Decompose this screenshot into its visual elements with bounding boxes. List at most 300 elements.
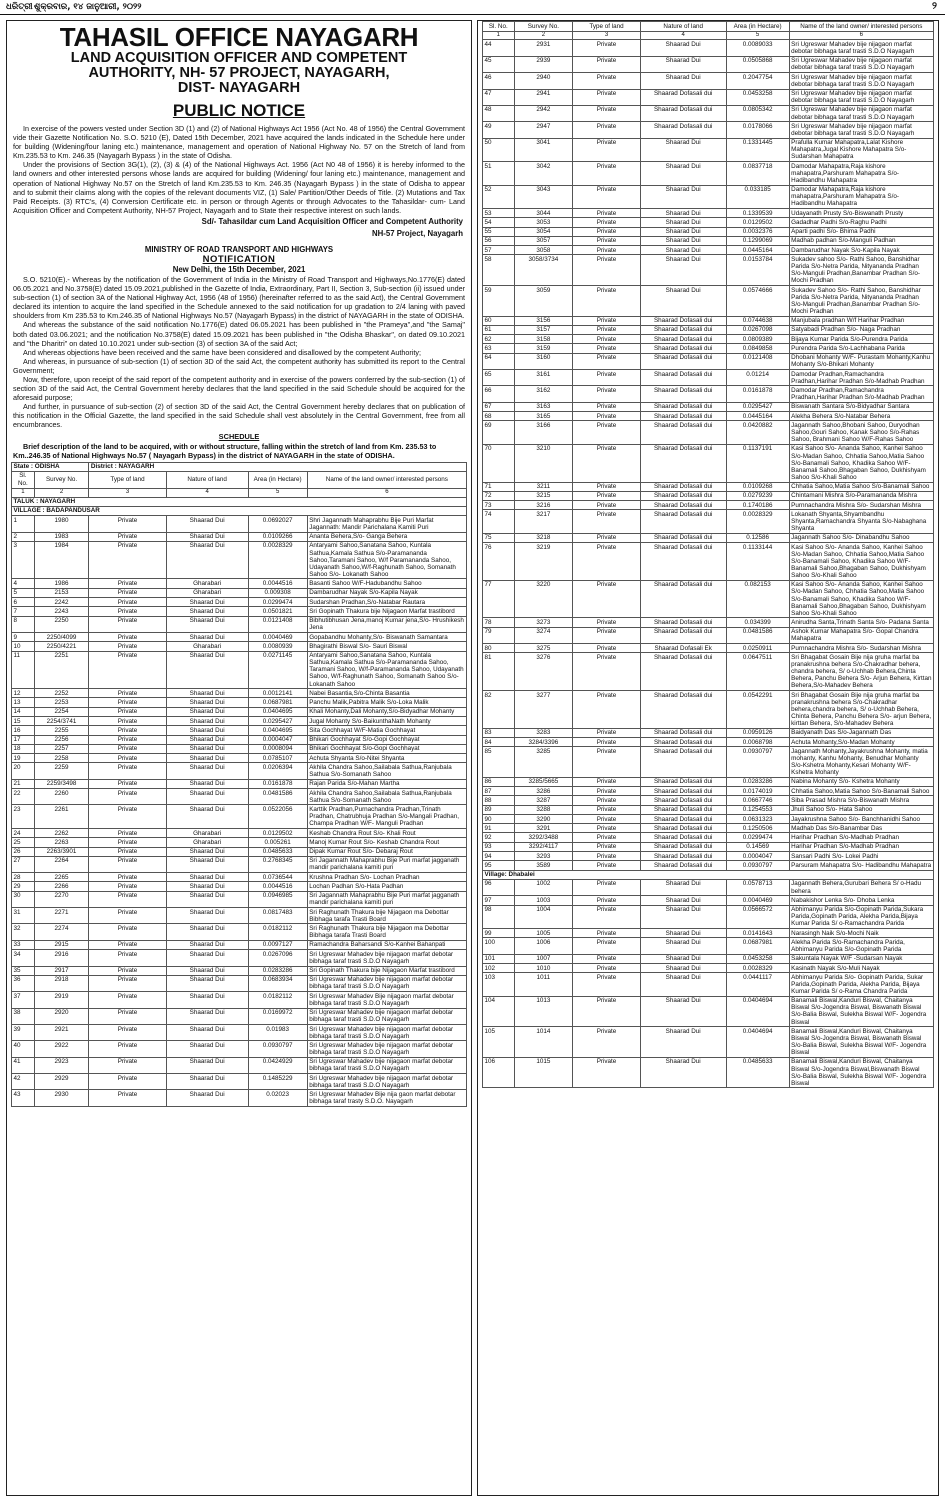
survey-no: 2250 xyxy=(34,616,89,632)
sl-no: 71 xyxy=(483,482,515,491)
sl-no: 90 xyxy=(483,814,515,823)
sl-no: 80 xyxy=(483,644,515,653)
sl-no: 24 xyxy=(12,828,35,837)
land-type: Private xyxy=(573,89,641,105)
land-nature: Shaarad Dofasali dui xyxy=(640,510,726,533)
land-type: Private xyxy=(89,805,166,828)
public-notice-heading: PUBLIC NOTICE xyxy=(172,101,306,120)
table-row xyxy=(483,421,934,444)
land-type: Private xyxy=(89,1008,166,1024)
table-row xyxy=(483,747,934,778)
table-row xyxy=(483,627,934,643)
area-hectare: 0.0028329 xyxy=(726,963,789,972)
col-header-survey: Survey No. xyxy=(34,471,89,488)
area-hectare: 0.0097127 xyxy=(248,940,307,949)
sl-no: 106 xyxy=(483,1057,515,1088)
land-nature: Shaarad Dofasali dui xyxy=(640,627,726,643)
land-type: Private xyxy=(573,777,641,786)
sl-no: 57 xyxy=(483,246,515,255)
survey-no: 2941 xyxy=(514,89,573,105)
owner-names: Dhobani Mohanty W/F- Purastam Mohanty,Kanhu Mohanty S/o-Bhikari Mohanty xyxy=(789,353,933,369)
col-header-type: Type of land xyxy=(89,471,166,488)
sl-no: 39 xyxy=(12,1024,35,1040)
land-type: Private xyxy=(89,579,166,588)
owner-names: Sakuntala Nayak W/F -Sudarsan Nayak xyxy=(789,954,933,963)
sl-no: 7 xyxy=(12,607,35,616)
owner-names: Parsuram Mahapatra S/o- Hadibandhu Mahapatra xyxy=(789,861,933,870)
owner-names: Abhimanyu Parida S/o- Gopinath Parida, Sukar Parida,Gopinath Parida, Alekha Parida, Bijaya Kumar Parida S/ o-Rama Chandra Parida xyxy=(789,973,933,996)
table-row xyxy=(483,510,934,533)
sl-no: 72 xyxy=(483,491,515,500)
table-row xyxy=(12,1041,467,1057)
owner-names: Damodar Mahapatra,Raja kishore mahapatra,Parshuram Mahapatra S/o-Hadibandhu Mahapatra xyxy=(789,162,933,185)
survey-no: 2250/4099 xyxy=(34,632,89,641)
sl-no: 86 xyxy=(483,777,515,786)
owner-names: Kasi Sahoo S/o- Ananda Sahoo, Kanhei Sahoo S/o-Madan Sahoo, Chhatia Sahoo,Matia Sahoo S/o-Banamali Sahoo, Khadika Sahoo W/F- Banamali Sahoo,Bhagaban Sahoo, Dukhishyam Sahoo S/o-Khali Sahoo xyxy=(789,580,933,618)
table-row xyxy=(483,533,934,542)
land-type: Private xyxy=(573,618,641,627)
area-hectare: 0.0299474 xyxy=(726,833,789,842)
area-hectare: 0.0271145 xyxy=(248,651,307,689)
col-header-survey: Survey No. xyxy=(514,22,573,32)
table-row xyxy=(12,975,467,991)
survey-no: 1007 xyxy=(514,954,573,963)
survey-no: 3166 xyxy=(514,421,573,444)
area-hectare: 0.0692027 xyxy=(248,516,307,532)
owner-names: Satyabadi Pradhan S/o- Naga Pradhan xyxy=(789,325,933,334)
table-row xyxy=(12,856,467,872)
sl-no: 89 xyxy=(483,805,515,814)
owner-names: Sri Bhagabat Gosain Bije nija gruha marfat ba pranakrushna behera S/o-Chakradhar behera,chandra behera, S/ o-Uchhab Behera, Chinta Behera, Panchu Behera S/o- arjun Behera, kirttan Behera, S/o-Mahadev Behera xyxy=(789,691,933,729)
table-row xyxy=(483,787,934,796)
land-nature: Shaarad Dui xyxy=(166,856,248,872)
sl-no: 27 xyxy=(12,856,35,872)
ministry-heading: MINISTRY OF ROAD TRANSPORT AND HIGHWAYS xyxy=(144,244,334,254)
land-nature: Shaarad Dofasali dui xyxy=(640,491,726,500)
table-row xyxy=(483,236,934,245)
col-header-sl: Sl. No. xyxy=(483,22,515,32)
survey-no: 1986 xyxy=(34,579,89,588)
sl-no: 9 xyxy=(12,632,35,641)
land-nature: Shaarad Dofasali dui xyxy=(640,796,726,805)
sl-no: 93 xyxy=(483,842,515,851)
area-hectare: 0.0080939 xyxy=(248,642,307,651)
table-row xyxy=(483,1027,934,1058)
land-type: Private xyxy=(573,246,641,255)
area-hectare: 0.0424929 xyxy=(248,1057,307,1073)
survey-no: 2256 xyxy=(34,735,89,744)
area-hectare: 0.0785107 xyxy=(248,754,307,763)
table-row xyxy=(12,924,467,940)
owner-names: Harihar Pradhan S/o-Madhab Pradhan xyxy=(789,833,933,842)
village-label: Village: Dhabalei xyxy=(483,870,934,879)
sl-no: 52 xyxy=(483,185,515,208)
owner-names: Ananta Behera,S/o- Ganga Behera xyxy=(307,532,466,541)
notice-paragraph-1: In exercise of the powers vested under Section 3D (1) and (2) of National Highways Act 1956 (Act No. 48 of 1956) the Central Government vide their Gazette Notification No. S.O. 5210 (E), Dated 15th December, 2021 have acquired the lands indicated in the Schedule here under for building (Widening/four laning etc.) maintenance, management and operation of National Highway No. 57 on the Stretch of land from Km.235.53 to Km. 246.35 (Nayagarh Bypass ) in the state of Odisha. xyxy=(13,124,465,161)
table-row xyxy=(12,707,467,716)
land-type: Private xyxy=(89,908,166,924)
survey-no: 2260 xyxy=(34,789,89,805)
survey-no: 3275 xyxy=(514,644,573,653)
district-label: District : NAYAGARH xyxy=(89,462,467,471)
table-row xyxy=(483,996,934,1027)
owner-names: Chhatia Sahoo,Matia Sahoo S/o-Banamali Sahoo xyxy=(789,482,933,491)
table-row xyxy=(483,777,934,786)
land-type: Private xyxy=(573,325,641,334)
table-row xyxy=(483,842,934,851)
land-type: Private xyxy=(573,316,641,325)
sl-no: 58 xyxy=(483,255,515,286)
schedule-table-left xyxy=(11,462,467,1107)
land-nature: Shaarad Dui xyxy=(166,763,248,779)
table-row xyxy=(483,344,934,353)
land-type: Private xyxy=(89,940,166,949)
table-row xyxy=(483,691,934,729)
sl-no: 29 xyxy=(12,882,35,891)
owner-names: Ashok Kumar Mahapatra S/o- Gopal Chandra Mahapatra xyxy=(789,627,933,643)
land-type: Private xyxy=(573,929,641,938)
table-row xyxy=(483,954,934,963)
state-label: State : ODISHA xyxy=(12,462,89,471)
land-nature: Gharabari xyxy=(166,828,248,837)
land-nature: Shaarad Dofasali dui xyxy=(640,325,726,334)
land-type: Private xyxy=(573,421,641,444)
table-row xyxy=(12,607,467,616)
land-nature: Shaarad Dui xyxy=(166,1024,248,1040)
land-nature: Shaarad Dofasali dui xyxy=(640,412,726,421)
sl-no: 22 xyxy=(12,789,35,805)
area-hectare: 0.0004047 xyxy=(248,735,307,744)
sl-no: 13 xyxy=(12,698,35,707)
land-nature: Shaarad Dui xyxy=(166,516,248,532)
land-nature: Shaarad Dui xyxy=(640,896,726,905)
owner-names: Khali Mohanty,Dali Mohanty,S/o-Bidyadhar Mohanty xyxy=(307,707,466,716)
owner-names: Sri Ugreswar Mahadev bije nijagaon marfat debotar bibhaga taraf trasti S.D.O Nayagarh xyxy=(307,1041,466,1057)
land-type: Private xyxy=(89,689,166,698)
land-nature: Shaarad Dofasali dui xyxy=(640,543,726,581)
land-type: Private xyxy=(573,218,641,227)
owner-names: Nabakishor Lenka S/o- Dhoba Lenka xyxy=(789,896,933,905)
table-row xyxy=(12,873,467,882)
sl-no: 37 xyxy=(12,992,35,1008)
owner-names: Nabei Basantia,S/o-Chinta Basantia xyxy=(307,689,466,698)
survey-no: 3218 xyxy=(514,533,573,542)
owner-names: Basanti Sahoo W/F-Hadubandhu Sahoo xyxy=(307,579,466,588)
land-nature: Shaarad Dofasali dui xyxy=(640,852,726,861)
land-type: Private xyxy=(573,56,641,72)
survey-no: 2919 xyxy=(34,992,89,1008)
land-nature: Shaarad Dui xyxy=(640,227,726,236)
notice-paragraph-2: Under the provisions of Section 3G(1), (2), (3) & (4) of the National Highways Act. 1956 (Act N0 48 of 1956) it is hereby informed to the land owners and other interested persons whose lands are acquired for building (Widening/ four laning etc.) maintenance, management and operation of National Highway No.57 on the Stretch of land Km.235.53 to Km. 246.35 (Nayagarh Bypass ) in the state of Odisha to appear and to submit their claims along with the copies of the relevant documents VIZ, (1) Sale/ Partition/Other Deeds of Title. (2) Mutations and Tax Paid Receipts. (3) RTC's, (4) Conversion Certificate etc. in person or through Agents or through Advocates to the Tahasildar- cum- Land Acquisition Officer and Competent Authority, NH-57 Project, Nayagarh and to State their respective interest on such lands. xyxy=(13,160,465,215)
survey-no: 3283 xyxy=(514,728,573,737)
land-nature: Shaarad Dofasali dui xyxy=(640,89,726,105)
sl-no: 77 xyxy=(483,580,515,618)
table-row xyxy=(12,847,467,856)
notification-paragraph-5: Now, therefore, upon receipt of the said report of the competent authority and in exercise of the powers conferred by the sub-section (1) of section 3D of the said Act, the Central Government hereby declares that the land specified in the said Schedule should be acquired for the aforesaid purpose; xyxy=(13,374,465,403)
sl-no: 11 xyxy=(12,651,35,689)
land-nature: Shaarad Dui xyxy=(166,616,248,632)
area-hectare: 0.0141643 xyxy=(726,929,789,938)
survey-no: 2916 xyxy=(34,950,89,966)
survey-no: 2915 xyxy=(34,940,89,949)
owner-names: Akhila Chandra Sahoo,Sailabala Sathua,Ranjubala Sathua S/o-Somanath Sahoo xyxy=(307,789,466,805)
sl-no: 18 xyxy=(12,744,35,753)
owner-names: Purnnachandra Mishra S/o- Sudarshan Mishra xyxy=(789,644,933,653)
owner-names: Sri Jagannath Mahaprabhu Bije Puri marfat jagganath mandir parichalana kamiti puri xyxy=(307,891,466,907)
area-hectare: 0.033185 xyxy=(726,185,789,208)
sl-no: 51 xyxy=(483,162,515,185)
land-nature: Shaarad Dui xyxy=(640,185,726,208)
sl-no: 98 xyxy=(483,905,515,928)
table-row xyxy=(483,56,934,72)
right-rows-dhabalei xyxy=(483,879,934,1088)
survey-no: 2255 xyxy=(34,726,89,735)
land-nature: Shaarad Dui xyxy=(640,286,726,317)
owner-names: Jagannath Behera,Gurubari Behera S/ o-Hadu behera xyxy=(789,879,933,895)
land-nature: Shaarad Dui xyxy=(166,1041,248,1057)
land-nature: Shaarad Dui xyxy=(166,598,248,607)
sl-no: 79 xyxy=(483,627,515,643)
land-nature: Shaarad Dui xyxy=(640,73,726,89)
notice-subtitle-3: DIST- NAYAGARH xyxy=(177,80,301,96)
table-row xyxy=(483,89,934,105)
land-type: Private xyxy=(89,717,166,726)
owner-names: Damodar Pradhan,Ramachandra Pradhan,Harihar Pradhan S/o-Madhab Pradhan xyxy=(789,386,933,402)
area-hectare: 0.0182112 xyxy=(248,992,307,1008)
survey-no: 3220 xyxy=(514,580,573,618)
land-type: Private xyxy=(89,838,166,847)
land-type: Private xyxy=(89,891,166,907)
owner-names: Banamali Biswal,Kanduri Biswal, Chaitanya Biswal S/o-Jogendra Biswal, Biswanath Biswal S/o-Balia Biswal, Sulekha Biswal W/F- Jogendra Biswal xyxy=(789,1027,933,1058)
survey-no: 3059 xyxy=(514,286,573,317)
survey-no: 2939 xyxy=(514,56,573,72)
land-nature: Shaarad Dui xyxy=(166,779,248,788)
table-row xyxy=(12,940,467,949)
table-row xyxy=(12,992,467,1008)
table-row xyxy=(483,246,934,255)
owner-names: Sri Ugreswar Mahadev bije nijagaon marfat debotar bibhaga taraf trasti S.D.O Nayagarh xyxy=(789,73,933,89)
survey-no: 3041 xyxy=(514,138,573,161)
owner-names: Bhikari Gochhayat S/o-Gopi Gochhayat xyxy=(307,744,466,753)
owner-names: Sri Raghunath Thakura bije Nijagaon ma Debottar Bibhaga tarafa Trasti Board xyxy=(307,908,466,924)
area-hectare: 0.0267098 xyxy=(726,325,789,334)
land-type: Private xyxy=(89,828,166,837)
owner-names: Lochan Padhan S/o-Hata Padhan xyxy=(307,882,466,891)
land-nature: Shaarad Dui xyxy=(640,1057,726,1088)
land-nature: Shaarad Dui xyxy=(166,707,248,716)
land-type: Private xyxy=(573,185,641,208)
owner-names: Dambarudhar Nayak S/o-Kapila Nayak xyxy=(789,246,933,255)
taluk-label: TALUK : NAYAGARH xyxy=(12,497,467,506)
survey-no: 2266 xyxy=(34,882,89,891)
table-row xyxy=(483,861,934,870)
notice-subtitle-1: LAND ACQUISITION OFFICER AND COMPETENT xyxy=(70,50,408,66)
land-type: Private xyxy=(573,691,641,729)
land-nature: Shaarad Dofasali dui xyxy=(640,482,726,491)
sl-no: 12 xyxy=(12,689,35,698)
sl-no: 99 xyxy=(483,929,515,938)
land-type: Private xyxy=(573,824,641,833)
land-nature: Shaarad Dui xyxy=(166,789,248,805)
table-row xyxy=(483,227,934,236)
area-hectare: 0.0012141 xyxy=(248,689,307,698)
area-hectare: 0.0161878 xyxy=(248,779,307,788)
table-row xyxy=(483,491,934,500)
sl-no: 28 xyxy=(12,873,35,882)
table-row xyxy=(12,632,467,641)
land-type: Private xyxy=(573,747,641,778)
survey-no: 2931 xyxy=(514,40,573,56)
table-row xyxy=(483,653,934,691)
land-nature: Shaarad Dui xyxy=(640,905,726,928)
area-hectare: 0.0542291 xyxy=(726,691,789,729)
land-type: Private xyxy=(573,412,641,421)
land-type: Private xyxy=(573,1027,641,1058)
area-hectare: 0.0683934 xyxy=(248,975,307,991)
notification-paragraph-6: And further, in pursuance of sub-section (2) of section 3D of the said Act, the Central Government hereby declares that on publication of this notification in the Official Gazette, the land specified in the said Schedule shall vest absolutely in the Central Government, free from all encumbrances. xyxy=(13,402,465,430)
owner-names: Alekha Parida S/o-Ramachandra Parida, Abhimanyu Parida S/o-Gopinath Parida xyxy=(789,938,933,954)
sl-no: 102 xyxy=(483,963,515,972)
owner-names: Sudarshan Pradhan,S/o-Natabar Rautara xyxy=(307,598,466,607)
area-hectare: 0.0283286 xyxy=(726,777,789,786)
table-row xyxy=(483,938,934,954)
table-row xyxy=(483,644,934,653)
land-type: Private xyxy=(573,209,641,218)
area-hectare: 0.0121408 xyxy=(726,353,789,369)
land-type: Private xyxy=(573,444,641,482)
land-type: Private xyxy=(573,787,641,796)
land-type: Private xyxy=(89,651,166,689)
survey-no: 3284/3396 xyxy=(514,737,573,746)
owner-names: Sri Raghunath Thakura bije Nijagaon ma Debottar Bibhaga tarafa Trasti Board xyxy=(307,924,466,940)
owner-names: Sri Bhagabat Gosain Bije nija gruha marfat ba pranakrushna behera S/o-Chakradhar behera, chandra behera, S/ o-Uchhab Behera,Chinta Behera, Panchu Behera S/o- Arjun Behera, Kirttan Behera,S/o-Mahadev Behera xyxy=(791,653,932,690)
sl-no: 91 xyxy=(483,824,515,833)
table-row xyxy=(483,286,934,317)
land-type: Private xyxy=(89,541,166,579)
table-row xyxy=(12,642,467,651)
owner-names: Sansari Padhi S/o- Lokei Padhi xyxy=(789,852,933,861)
taluk-row xyxy=(12,497,467,506)
area-hectare: 0.0453258 xyxy=(726,954,789,963)
sl-no: 54 xyxy=(483,218,515,227)
area-hectare: 0.0109266 xyxy=(248,532,307,541)
survey-no: 2242 xyxy=(34,598,89,607)
survey-no: 3273 xyxy=(514,618,573,627)
table-row xyxy=(12,754,467,763)
owner-names: Jayakrushna Sahoo S/o- Banchhanidhi Sahoo xyxy=(789,814,933,823)
owner-names: Jagannath Sahoo,Bhobani Sahoo, Duryodhan Sahoo,Gouri Sahoo, Kanak Sahoo S/o-Rahas Sahoo, Brahmani Sahoo W/F-Rahas Sahoo xyxy=(789,421,933,444)
survey-no: 2153 xyxy=(34,588,89,597)
survey-no: 3054 xyxy=(514,227,573,236)
owner-names: Kasi Sahoo S/o- Ananda Sahoo, Kanhei Sahoo S/o-Madan Sahoo, Chhatia Sahoo,Matia Sahoo S/o-Banamali Sahoo, Khadika Sahoo W/F- Banamali Sahoo,Bhagaban Sahoo, Dukhishyam Sahoo S/o-Khali Sahoo xyxy=(789,543,933,581)
area-hectare: 0.1254553 xyxy=(726,805,789,814)
area-hectare: 0.0481586 xyxy=(726,627,789,643)
survey-no: 3163 xyxy=(514,402,573,411)
land-nature: Shaarad Dui xyxy=(166,541,248,579)
survey-no: 1010 xyxy=(514,963,573,972)
land-nature: Shaarad Dofasali dui xyxy=(640,444,726,482)
table-row xyxy=(483,185,934,208)
sl-no: 101 xyxy=(483,954,515,963)
land-type: Private xyxy=(89,882,166,891)
land-type: Private xyxy=(573,896,641,905)
owner-names: Purendra Parida S/o-Lachhabana Parida xyxy=(789,344,933,353)
area-hectare: 0.0182112 xyxy=(248,924,307,940)
owner-names: Nabina Mohanty S/o- Kshetra Mohanty xyxy=(789,777,933,786)
sl-no: 41 xyxy=(12,1057,35,1073)
land-type: Private xyxy=(89,847,166,856)
area-hectare: 0.0250911 xyxy=(726,644,789,653)
area-hectare: 0.0206394 xyxy=(248,763,307,779)
land-type: Private xyxy=(573,138,641,161)
col-header-owner: Name of the land owner/ interested persons xyxy=(789,22,933,32)
area-hectare: 0.1339539 xyxy=(726,209,789,218)
sl-no: 6 xyxy=(12,598,35,607)
land-nature: Shaarad Dui xyxy=(640,138,726,161)
land-nature: Shaarad Dofasali dui xyxy=(640,691,726,729)
area-hectare: 0.0404694 xyxy=(726,1027,789,1058)
owner-names: Chintamani Mishra S/o-Paramananda Mishra xyxy=(789,491,933,500)
land-type: Private xyxy=(573,501,641,510)
land-type: Private xyxy=(89,532,166,541)
land-nature: Shaarad Dui xyxy=(640,162,726,185)
left-rows xyxy=(12,516,467,1107)
sl-no: 33 xyxy=(12,940,35,949)
survey-no: 1013 xyxy=(514,996,573,1027)
sl-no: 21 xyxy=(12,779,35,788)
land-type: Private xyxy=(573,905,641,928)
sl-no: 44 xyxy=(483,40,515,56)
survey-no: 2274 xyxy=(34,924,89,940)
sl-no: 35 xyxy=(12,966,35,975)
area-hectare: 0.1485229 xyxy=(248,1074,307,1090)
table-row xyxy=(483,122,934,138)
area-hectare: 0.0089033 xyxy=(726,40,789,56)
survey-no: 2929 xyxy=(34,1074,89,1090)
owner-names: Bibhutibhusan Jena,manoj Kumar jena,S/o- Hrushikesh Jena xyxy=(307,616,466,632)
land-type: Private xyxy=(573,879,641,895)
notification-paragraph-1: S.O. 5210(E).- Whereas by the notification of the Government of India in the Ministry of Road Transport and Highways,No.1776(E) dated 06.05.2021 and No.3758(E) dated 15.09.2021,published in the Gazette of India, Extraordinary, Part II, Section 3, Sub-section (ii) issued under sub-section (1) of section 3A of the National Highway Act, 1956 (48 of 1956) (hereinafter referred to as the said Act), the Central Government declared its intention to acquire the land specified in the Schedule annexed to the said notification for up gradation to 2/4 laning with paved shoulders from Km 235.53 to Km.246.35 of National Highways No.57 (Nayagarh Bypass) in the district of NAYAGARH in the state of ODISHA. xyxy=(13,274,465,321)
sl-no: 60 xyxy=(483,316,515,325)
sl-no: 20 xyxy=(12,763,35,779)
survey-no: 2265 xyxy=(34,873,89,882)
land-type: Private xyxy=(573,344,641,353)
owner-names: Kasinath Nayak S/o-Muli Nayak xyxy=(789,963,933,972)
land-nature: Shaarad Dui xyxy=(166,1057,248,1073)
area-hectare: 0.14569 xyxy=(726,842,789,851)
area-hectare: 0.0959126 xyxy=(726,728,789,737)
land-nature: Shaarad Dui xyxy=(166,651,248,689)
survey-no: 1980 xyxy=(34,516,89,532)
area-hectare: 0.0040469 xyxy=(248,632,307,641)
land-nature: Shaarad Dui xyxy=(166,940,248,949)
sl-no: 87 xyxy=(483,787,515,796)
owner-names: Biswanath Santara S/o-Bidyadhar Santara xyxy=(789,402,933,411)
survey-no: 3161 xyxy=(514,370,573,386)
owner-names: Rajan Parida S/o-Mahan Martha xyxy=(307,779,466,788)
area-hectare: 0.0453258 xyxy=(726,89,789,105)
owner-names: Siba Prasad Mishra S/o-Biswanath Mishra xyxy=(789,796,933,805)
sl-no: 96 xyxy=(483,879,515,895)
col-header-nature: Nature of land xyxy=(166,471,248,488)
land-nature: Shaarad Dui xyxy=(166,689,248,698)
land-nature: Shaarad Dofasali dui xyxy=(640,833,726,842)
owner-names: Sri Ugreswar Mahadev bije nijagaon marfat debotar bibhaga taraf trasti S.D.O Nayagarh xyxy=(307,1057,466,1073)
table-row xyxy=(12,1057,467,1073)
land-type: Private xyxy=(573,533,641,542)
land-nature: Shaarad Dui xyxy=(640,218,726,227)
sl-no: 97 xyxy=(483,896,515,905)
